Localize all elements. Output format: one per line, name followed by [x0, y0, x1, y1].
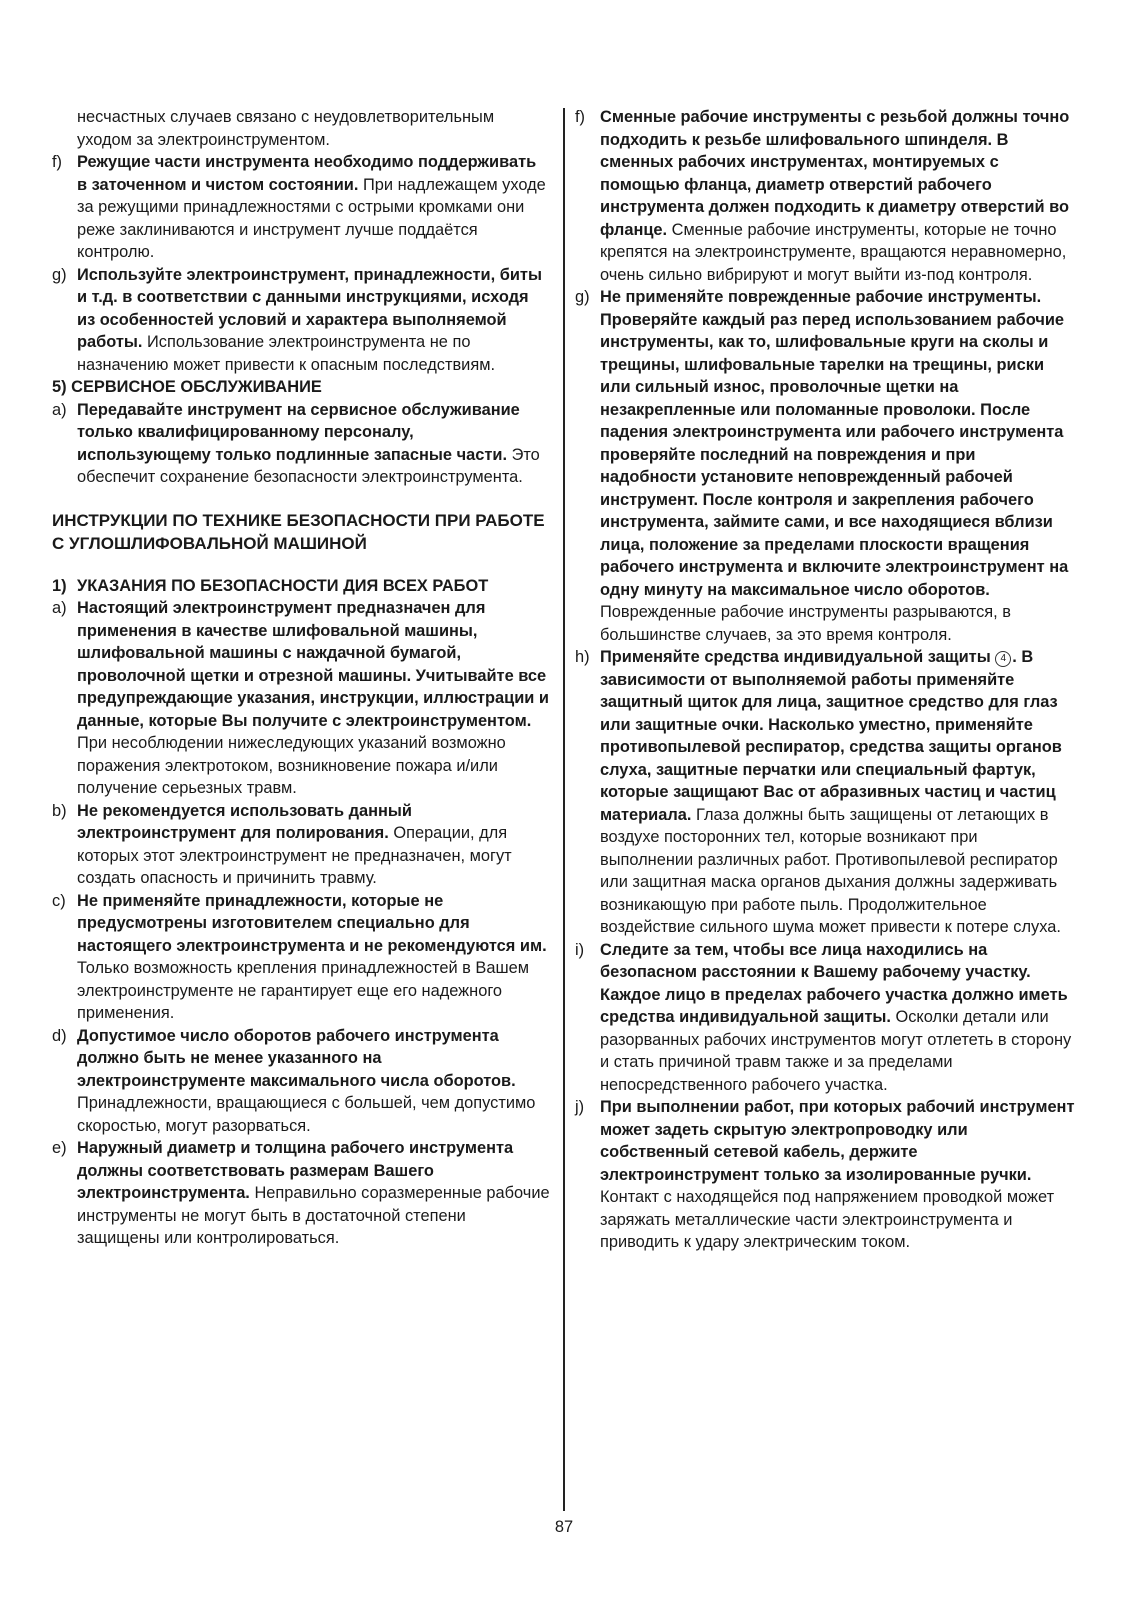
list-item — [575, 106, 1075, 286]
item-bold-text: Наружный диаметр и толщина рабочего инструмента должны соответствовать размерам Вашего электроинструмента. — [77, 1139, 514, 1202]
list-item — [575, 1096, 1075, 1254]
item-text: Операции, для которых этот электроинструмент не предназначен, могут создать опасность и причинить травму. — [77, 824, 512, 887]
main-heading: ИНСТРУКЦИИ ПО ТЕХНИКЕ БЕЗОПАСНОСТИ ПРИ РАБОТЕ С УГЛОШЛИФОВАЛЬНОЙ МАШИНОЙ — [52, 510, 545, 553]
list-item — [52, 1137, 550, 1250]
item-marker: b) — [52, 801, 67, 820]
list-item — [575, 286, 1075, 646]
item-bold-text: Применяйте средства индивидуальной защиты — [600, 648, 991, 666]
section-heading-service: 5) СЕРВИСНОЕ ОБСЛУЖИВАНИЕ — [52, 378, 322, 396]
item-text: Использование электроинструмента не по назначению может привести к опасным последствиям. — [77, 333, 496, 374]
item-text: Неправильно соразмеренные рабочие инструменты не могут быть в достаточной степени защищены или контролироваться. — [77, 1184, 550, 1247]
item-text: Осколки детали или разорванных рабочих инструментов могут отлететь в сторону и стать причиной травм также и за пределами непосредственного рабочего участка. — [600, 1008, 1072, 1094]
item-bold-text: Настоящий электроинструмент предназначен для применения в качестве шлифовальной машины, шлифовальной машины с наждачной бумагой, проволочной щетки и отрезной машины. Учитывайте все предупреждающие указания, инструкции, иллюстрации и данные, которые Вы получите с электроинструментом. — [77, 599, 549, 730]
item-bold-text: Не применяйте поврежденные рабочие инструменты. Проверяйте каждый раз перед использованием рабочие инструменты, как то, шлифовальные круги на сколы и трещины, шлифовальные тарелки на трещины, риски или сильный износ, проволочные щетки на незакрепленные или поломанные проволоки. После падения электроинструмента или рабочего инструмента проверяйте последний на повреждения и при надобности установите неповрежденный рабочей инструмент. После контроля и закрепления рабочего инструмента, займите сами, и все находящиеся вблизи лица, положение за пределами плоскости вращения рабочего инструмента и включите электроинструмент на одну минуту на максимальное число оборотов. — [600, 288, 1069, 599]
list-item — [52, 597, 550, 800]
item-bold-text: Режущие части инструмента необходимо поддерживать в заточенном и чистом состоянии. — [77, 153, 537, 194]
item-text: Только возможность крепления принадлежностей в Вашем электроинструменте не гарантирует еще его надежного применения. — [77, 959, 529, 1022]
item-marker: c) — [52, 891, 66, 910]
right-column — [575, 106, 1075, 1254]
item-bold-text: При выполнении работ, при которых рабочий инструмент может задеть скрытую электропроводку или собственный сетевой кабель, держите электроинструмент только за изолированные ручки. — [600, 1098, 1075, 1184]
intro-paragraph: несчастных случаев связано с неудовлетворительным уходом за электроинструментом. — [77, 108, 495, 149]
list-item — [575, 646, 1075, 939]
list-item — [52, 890, 550, 1025]
list-item — [52, 800, 550, 890]
subsection-marker: 1) — [52, 576, 67, 595]
item-text: При несоблюдении нижеследующих указаний возможно поражения электротоком, возникновение пожара и/или получение серьезных травм. — [77, 734, 506, 797]
item-marker: f) — [575, 108, 586, 126]
item-text: При надлежащем уходе за режущими принадлежностями с острыми кромками они реже заклиниваются и инструмент лучше поддаётся контролю. — [77, 175, 546, 261]
figure-reference-circle: 4 — [995, 651, 1011, 667]
item-marker: i) — [575, 940, 585, 959]
item-text: Это обеспечит сохранение безопасности электроинструмента. — [77, 445, 540, 486]
item-text: Глаза должны быть защищены от летающих в воздухе посторонних тел, которые возникают при выполнении различных работ. Противопылевой респиратор или защитная маска органов дыхания должны задерживать возникающую при работе пыль. Продолжительное воздействие сильного шума может привести к потере слуха. — [600, 805, 1061, 936]
item-marker: e) — [52, 1139, 67, 1157]
item-bold-text: Сменные рабочие инструменты с резьбой должны точно подходить к резьбе шлифовального шпинделя. В сменных рабочих инструментах, монтируемых с помощью фланца, диаметр отверстий рабочего инструмента должен подходить к диаметру отверстий во фланце. — [600, 108, 1070, 239]
item-marker: d) — [52, 1026, 67, 1045]
item-marker: f) — [52, 153, 63, 171]
item-text: Принадлежности, вращающиеся с большей, чем допустимо скоростью, могут разорваться. — [77, 1094, 536, 1135]
item-bold-text: Допустимое число оборотов рабочего инструмента должно быть не менее указанного на электроинструменте максимального числа оборотов. — [77, 1026, 516, 1090]
item-bold-text: Следите за тем, чтобы все лица находились на безопасном расстоянии к Вашему рабочему участку. Каждое лицо в пределах рабочего участка должно иметь средства индивидуальной защиты. — [600, 940, 1068, 1026]
subsection-heading — [52, 575, 550, 598]
item-bold-text: . В зависимости от выполняемой работы применяйте защитный щиток для лица, защитное средство для глаз или защитные очки. Насколько уместно, применяйте противопылевой респиратор, средства защиты органов слуха, защитные перчатки или специальный фартук, которые защищают Вас от абразивных частиц и частиц материала. — [600, 648, 1062, 824]
item-marker: h) — [575, 648, 590, 666]
list-item — [52, 264, 550, 377]
column-divider — [563, 108, 565, 1511]
subsection-title: УКАЗАНИЯ ПО БЕЗОПАСНОСТИ ДИЯ ВСЕХ РАБОТ — [77, 576, 489, 595]
item-bold-text: Не применяйте принадлежности, которые не предусмотрены изготовителем специально для настоящего электроинструмента и не рекомендуются им. — [77, 891, 547, 955]
item-text: Поврежденные рабочие инструменты разрываются, в большинстве случаев, за это время контроля. — [600, 603, 1011, 644]
left-column — [52, 106, 550, 1250]
item-text: Контакт с находящейся под напряжением проводкой может заряжать металлические части электроинструмента и приводить к удару электрическим током. — [600, 1188, 1055, 1251]
item-marker: j) — [575, 1098, 585, 1116]
item-text: Сменные рабочие инструменты, которые не точно крепятся на электроинструменте, вращаются неравномерно, очень сильно вибрируют и могут выйти из-под контроля. — [600, 220, 1067, 284]
item-marker: g) — [52, 265, 67, 284]
item-marker: a) — [52, 400, 67, 419]
list-item — [52, 1025, 550, 1138]
item-bold-text: Передавайте инструмент на сервисное обслуживание только квалифицированному персоналу, использующему только подлинные запасные части. — [77, 400, 520, 464]
list-item — [575, 939, 1075, 1097]
list-item — [52, 151, 550, 264]
page-number: 87 — [554, 1518, 574, 1536]
item-marker: a) — [52, 599, 67, 617]
item-marker: g) — [575, 288, 590, 306]
item-bold-text: Используйте электроинструмент, принадлежности, биты и т.д. в соответствии с данными инструкциями, исходя из особенностей условий и характера выполняемой работы. — [77, 265, 542, 351]
item-bold-text: Не рекомендуется использовать данный электроинструмент для полирования. — [77, 801, 412, 842]
list-item — [52, 399, 550, 489]
